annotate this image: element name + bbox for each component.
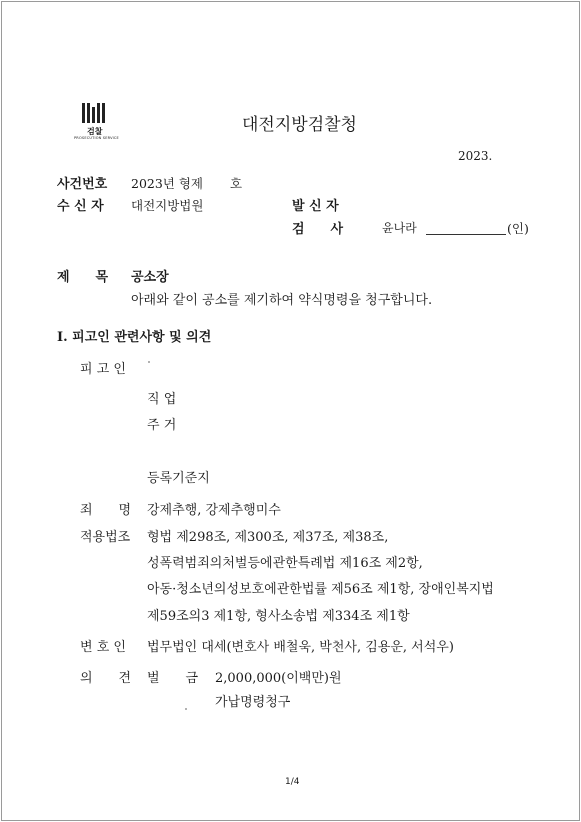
recipient-value: 대전지방법원 bbox=[131, 198, 204, 213]
subject-label: 제 목 bbox=[57, 270, 109, 285]
defendant-label: 피 고 인 bbox=[80, 362, 126, 377]
case-number-value: 2023년 형제 bbox=[131, 176, 204, 191]
sender-label: 발 신 자 bbox=[292, 199, 339, 214]
fine-value: 2,000,000(이백만)원 bbox=[215, 671, 342, 686]
fine-label: 벌 금 bbox=[147, 671, 199, 686]
counsel-value: 법무법인 대세(변호사 배철욱, 박천사, 김용운, 서석우) bbox=[147, 640, 454, 655]
seal-mark: (인) bbox=[507, 221, 529, 236]
registered-domicile-label: 등록기준지 bbox=[147, 471, 210, 486]
document-page bbox=[1, 1, 580, 821]
scan-speck bbox=[185, 708, 187, 710]
statute-line: 성폭력범죄의처벌등에관한특례법 제16조 제2항, bbox=[147, 556, 423, 571]
occupation-label: 직 업 bbox=[147, 392, 177, 407]
case-number-label: 사건번호 bbox=[57, 177, 108, 192]
charge-label: 죄 명 bbox=[80, 503, 132, 518]
prosecution-logo-icon bbox=[82, 103, 108, 123]
subject-value: 공소장 bbox=[131, 270, 169, 285]
opinion-label: 의 견 bbox=[80, 671, 132, 686]
redaction-mark bbox=[148, 361, 150, 363]
logo-word: 검찰 bbox=[87, 127, 103, 136]
page-number: 1/4 bbox=[285, 777, 300, 787]
address-label: 주 거 bbox=[147, 418, 177, 433]
recipient-label: 수 신 자 bbox=[57, 199, 104, 214]
statute-line: 제59조의3 제1항, 형사소송법 제334조 제1항 bbox=[147, 609, 410, 624]
case-number-suffix: 호 bbox=[230, 176, 243, 191]
office-title: 대전지방검찰청 bbox=[242, 115, 357, 135]
document-date: 2023. bbox=[458, 149, 493, 163]
signature-line bbox=[426, 234, 506, 235]
counsel-label: 변 호 인 bbox=[80, 640, 126, 655]
statute-line: 아동·청소년의성보호에관한법률 제56조 제1항, 장애인복지법 bbox=[147, 582, 494, 597]
subject-intro: 아래와 같이 공소를 제기하여 약식명령을 청구합니다. bbox=[131, 293, 433, 308]
statute-label: 적용법조 bbox=[80, 530, 131, 545]
prosecutor-name: 윤나라 bbox=[382, 221, 417, 235]
logo-subtitle: PROSECUTION SERVICE bbox=[74, 136, 119, 140]
provisional-payment-order: 가납명령청구 bbox=[215, 695, 291, 710]
section1-heading: Ⅰ. 피고인 관련사항 및 의견 bbox=[57, 330, 212, 345]
prosecutor-label: 검 사 bbox=[292, 222, 344, 237]
statute-line: 형법 제298조, 제300조, 제37조, 제38조, bbox=[147, 530, 389, 545]
charge-value: 강제추행, 강제추행미수 bbox=[147, 503, 281, 518]
